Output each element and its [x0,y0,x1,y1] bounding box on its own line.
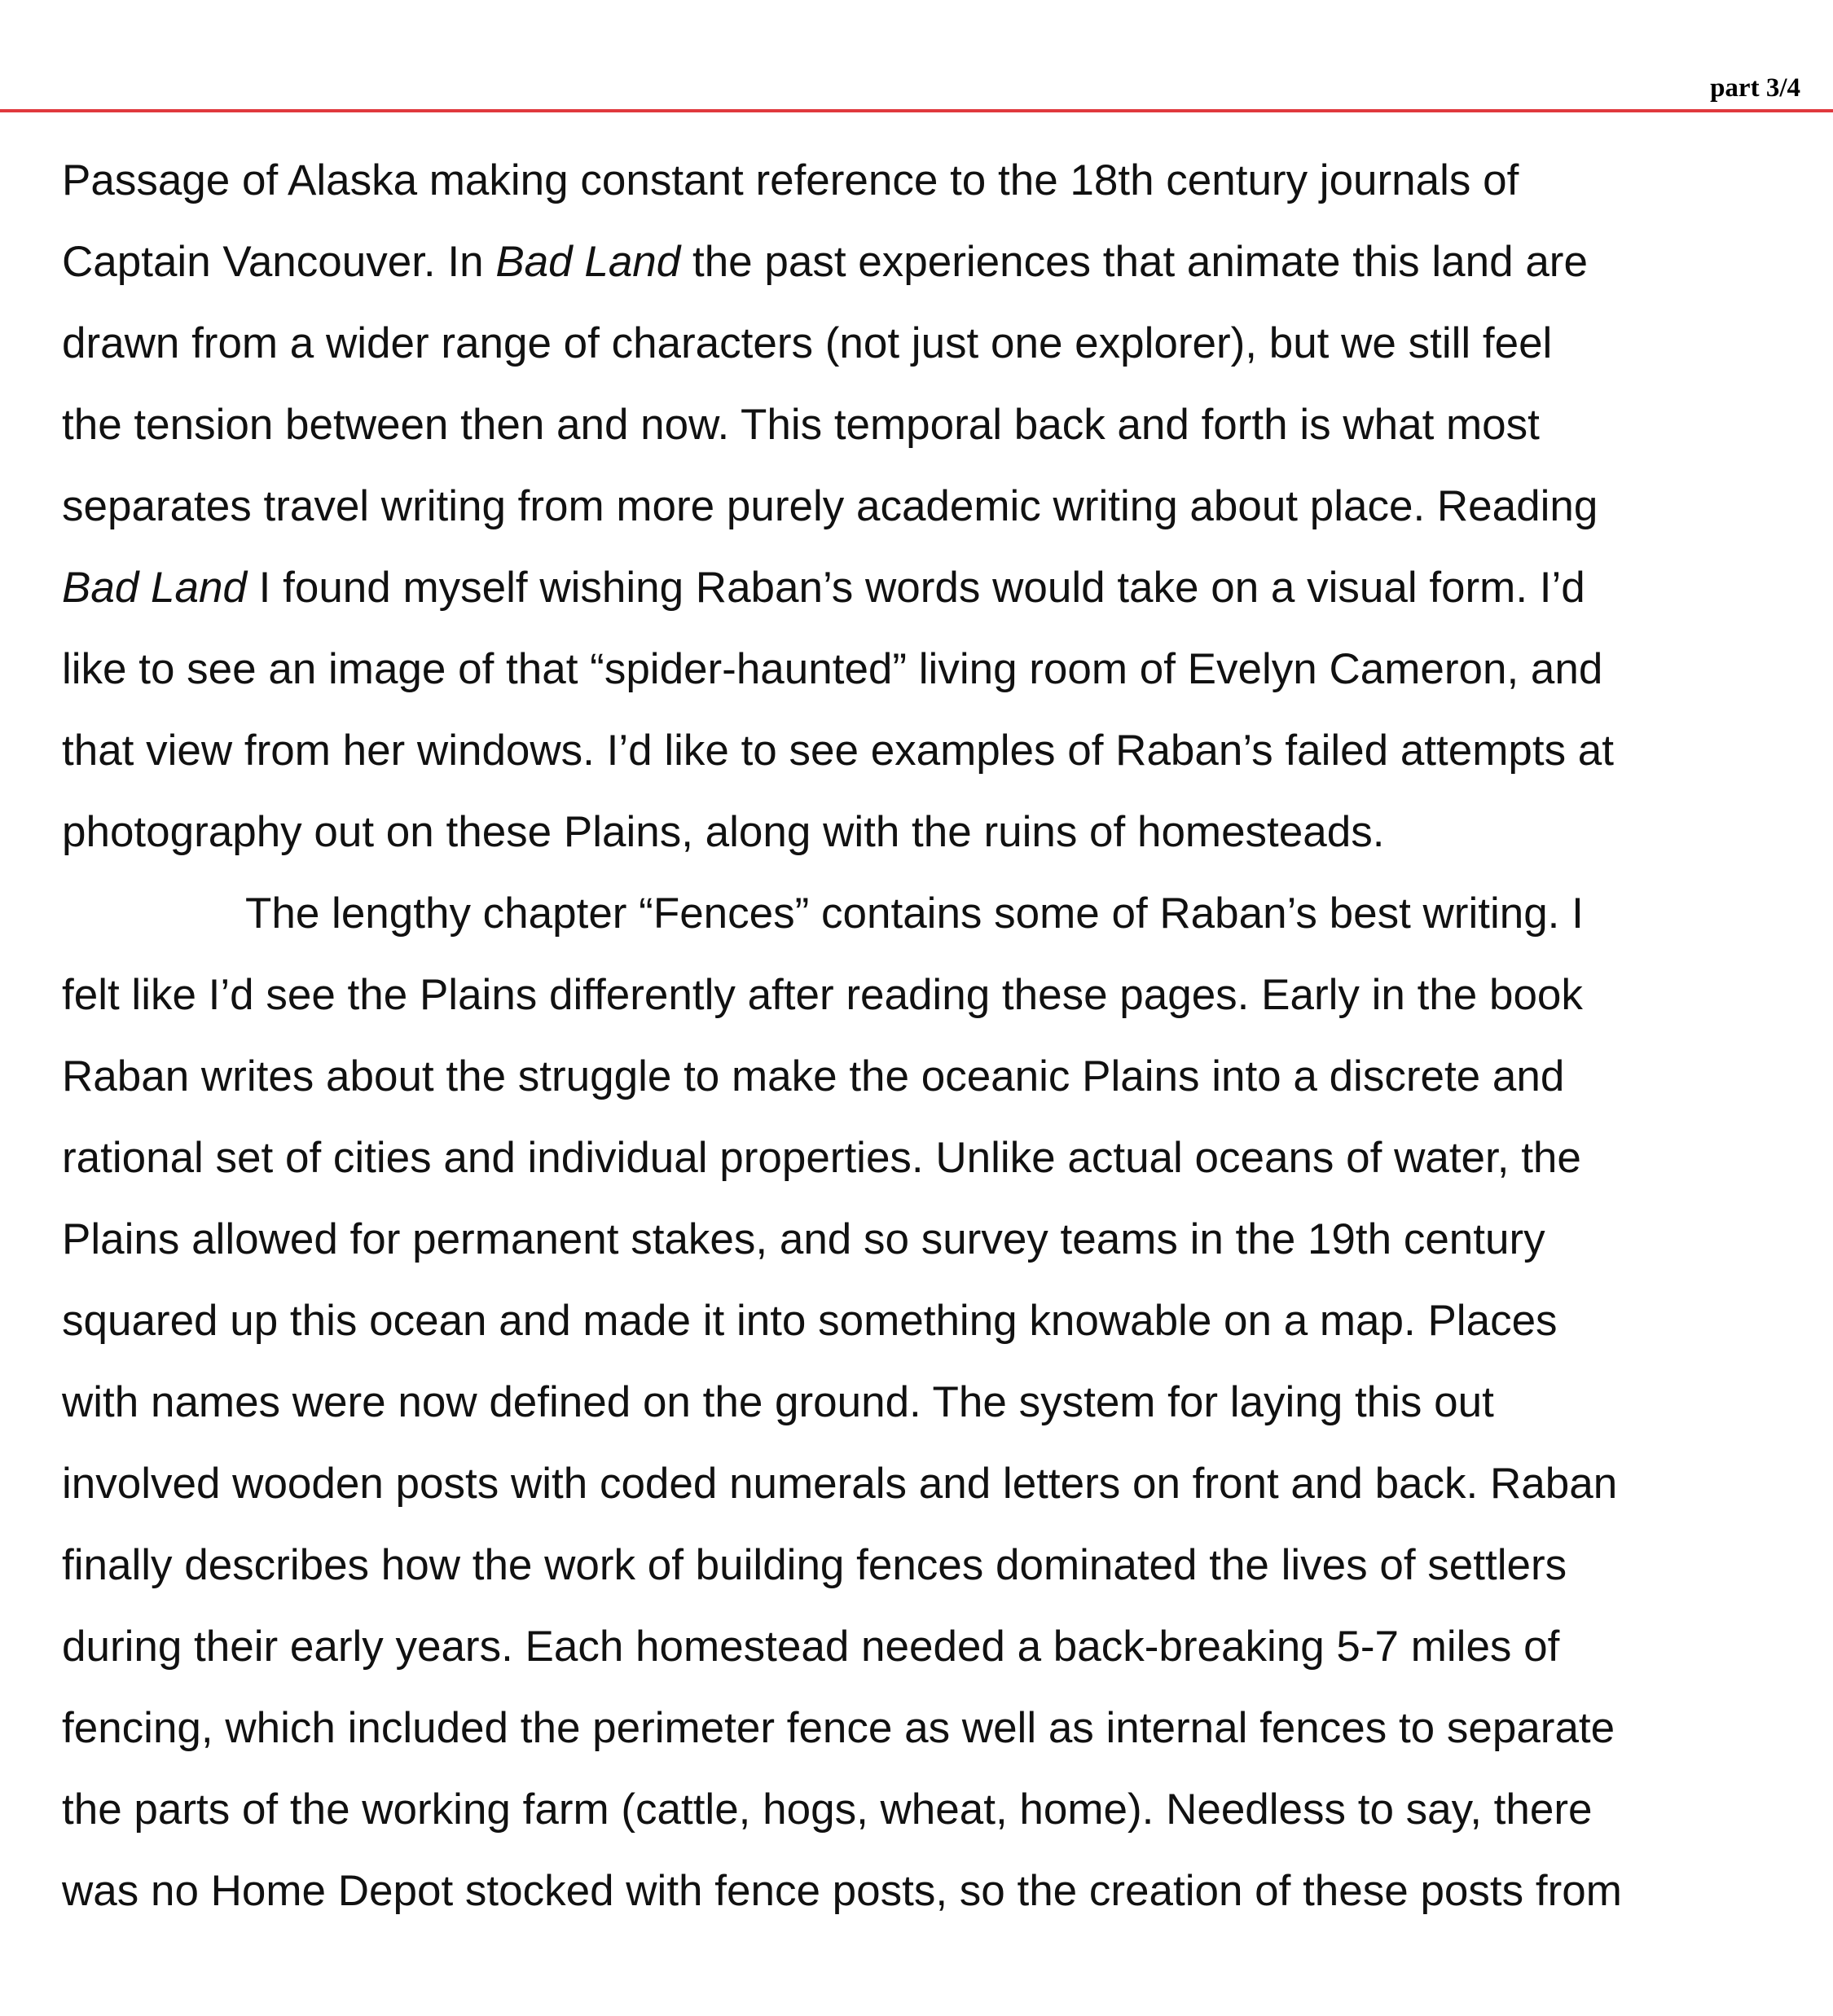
page-number-label: part 3/4 [1710,73,1800,103]
text-run: the tension between then and now. This temporal back and forth is what most [62,401,1540,449]
text-run: rational set of cities and individual properties. Unlike actual oceans of water, the [62,1134,1581,1182]
text-line [62,629,1773,710]
text-line [62,384,1773,466]
text-line [62,1362,1773,1443]
text-run: fencing, which included the perimeter fence as well as internal fences to separate [62,1704,1615,1752]
text-line [62,466,1773,547]
text-run: Captain Vancouver. In [62,238,496,286]
header-rule [0,109,1833,112]
text-line [62,303,1773,384]
text-line [62,1525,1773,1606]
text-run: The lengthy chapter “Fences” contains some of Raban’s best writing. I [245,889,1584,938]
text-run: Raban writes about the struggle to make the oceanic Plains into a discrete and [62,1052,1565,1100]
text-line [62,222,1773,303]
text-line [62,873,1773,955]
text-line [62,1118,1773,1199]
text-line [62,1606,1773,1688]
text-line [62,547,1773,629]
text-line [62,1851,1773,1932]
text-run: like to see an image of that “spider-haunted” living room of Evelyn Cameron, and [62,645,1603,693]
text-line [62,140,1773,222]
text-line [62,792,1773,873]
text-run: photography out on these Plains, along with the ruins of homesteads. [62,808,1385,856]
text-run: finally describes how the work of building fences dominated the lives of settlers [62,1541,1567,1589]
body-text [62,140,1773,1932]
text-line [62,955,1773,1036]
text-run: I found myself wishing Raban’s words would take on a visual form. I’d [246,564,1585,612]
text-line [62,1280,1773,1362]
text-line [62,1688,1773,1769]
text-run: involved wooden posts with coded numerals and letters on front and back. Raban [62,1460,1618,1508]
book-title-italic: Bad Land [495,238,681,286]
text-run: felt like I’d see the Plains differently after reading these pages. Early in the book [62,971,1583,1019]
text-run: drawn from a wider range of characters (not just one explorer), but we still feel [62,319,1553,367]
text-run: the past experiences that animate this land are [680,238,1588,286]
text-line [62,1199,1773,1280]
text-run: squared up this ocean and made it into something knowable on a map. Places [62,1297,1558,1345]
text-run: Passage of Alaska making constant reference to the 18th century journals of [62,156,1519,204]
text-run: that view from her windows. I’d like to see examples of Raban’s failed attempts at [62,727,1614,775]
text-run: Plains allowed for permanent stakes, and so survey teams in the 19th century [62,1215,1545,1263]
text-line [62,1036,1773,1118]
text-line [62,1769,1773,1851]
text-run: was no Home Depot stocked with fence posts, so the creation of these posts from [62,1867,1622,1915]
text-run: during their early years. Each homestead needed a back-breaking 5-7 miles of [62,1623,1560,1671]
text-run: the parts of the working farm (cattle, hogs, wheat, home). Needless to say, there [62,1785,1593,1834]
book-title-italic: Bad Land [62,564,247,612]
text-line [62,1443,1773,1525]
text-run: separates travel writing from more purely academic writing about place. Reading [62,482,1598,530]
text-run: with names were now defined on the ground. The system for laying this out [62,1378,1494,1426]
text-line [62,710,1773,792]
